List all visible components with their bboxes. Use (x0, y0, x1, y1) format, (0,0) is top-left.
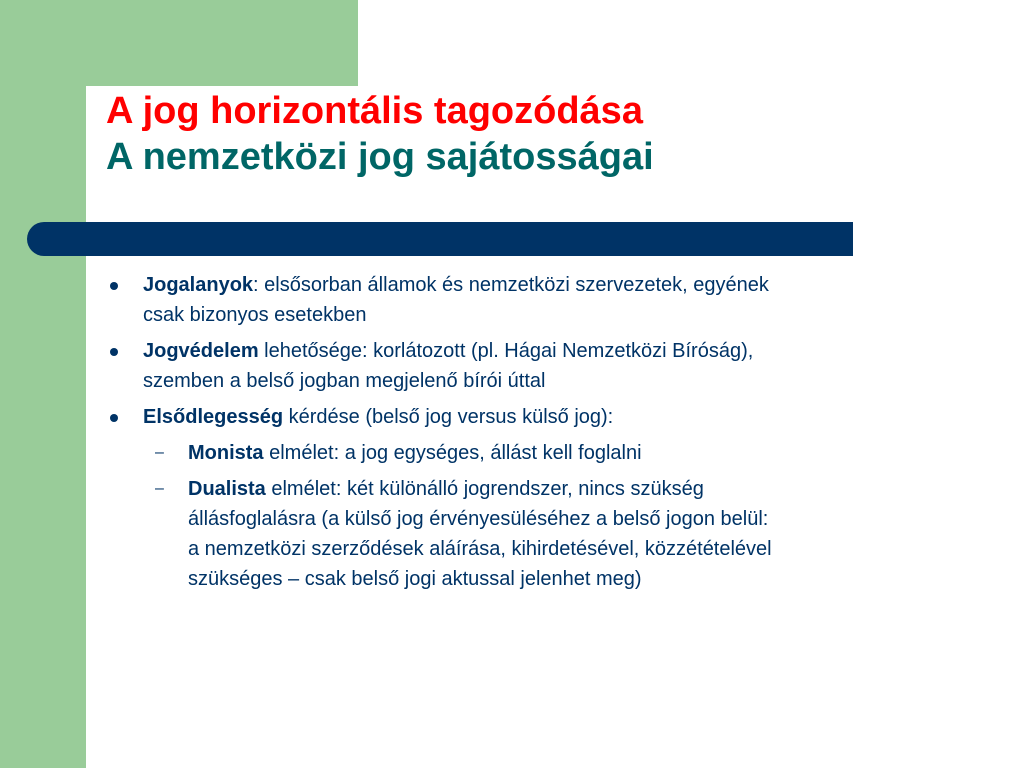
subbullet-line: szükséges – csak belső jogi aktussal jelenhet meg) (188, 568, 642, 590)
bullet-term: Jogalanyok (143, 274, 254, 296)
bullet-line (143, 336, 968, 366)
subbullet-term: Monista (188, 442, 264, 464)
left-green-band (0, 0, 86, 768)
bullet-dot (108, 402, 118, 422)
subbullet-line: állásfoglalásra (a külső jog érvényesüléséhez a belső jogon belül: (188, 508, 769, 530)
bullet-line: csak bizonyos esetekben (143, 304, 367, 326)
slide-body (108, 270, 968, 600)
subbullet-dualista (153, 474, 968, 594)
bullet-elsodlegesseg (108, 402, 968, 432)
bullet-text: : elsősorban államok és nemzetközi szervezetek, egyének (253, 274, 769, 296)
bullet-dot (108, 270, 118, 290)
bullet-term: Elsődlegesség (143, 406, 284, 428)
dash-marker: – (155, 444, 164, 461)
subbullet-line: a nemzetközi szerződések aláírása, kihirdetésével, közzétételével (188, 538, 772, 560)
bullet-text: kérdése (belső jog versus külső jog): (283, 406, 614, 428)
subbullet-term: Dualista (188, 478, 266, 500)
subbullet-line (188, 438, 968, 468)
bullet-jogvedelem (108, 336, 968, 396)
subbullet-text: elmélet: két különálló jogrendszer, nincs szükség (265, 478, 704, 500)
slide-title-line-1: A jog horizontális tagozódása (106, 90, 643, 132)
bullet-line (143, 402, 968, 432)
bullet-text: lehetősége: korlátozott (pl. Hágai Nemzetközi Bíróság), (258, 340, 754, 362)
bullet-dot (108, 336, 118, 356)
bullet-jogalanyok (108, 270, 968, 330)
title-divider-bar (27, 222, 853, 256)
bullet-line (143, 270, 968, 300)
subbullet-text: elmélet: a jog egységes, állást kell foglalni (263, 442, 642, 464)
bullet-line: szemben a belső jogban megjelenő bírói úttal (143, 370, 546, 392)
dash-marker: – (155, 480, 164, 497)
subbullet-monista (153, 438, 968, 468)
slide-title (106, 88, 986, 180)
top-green-band (86, 0, 358, 86)
slide-title-line-2: A nemzetközi jog sajátosságai (106, 136, 654, 178)
bullet-term: Jogvédelem (143, 340, 259, 362)
subbullet-line (188, 474, 968, 504)
